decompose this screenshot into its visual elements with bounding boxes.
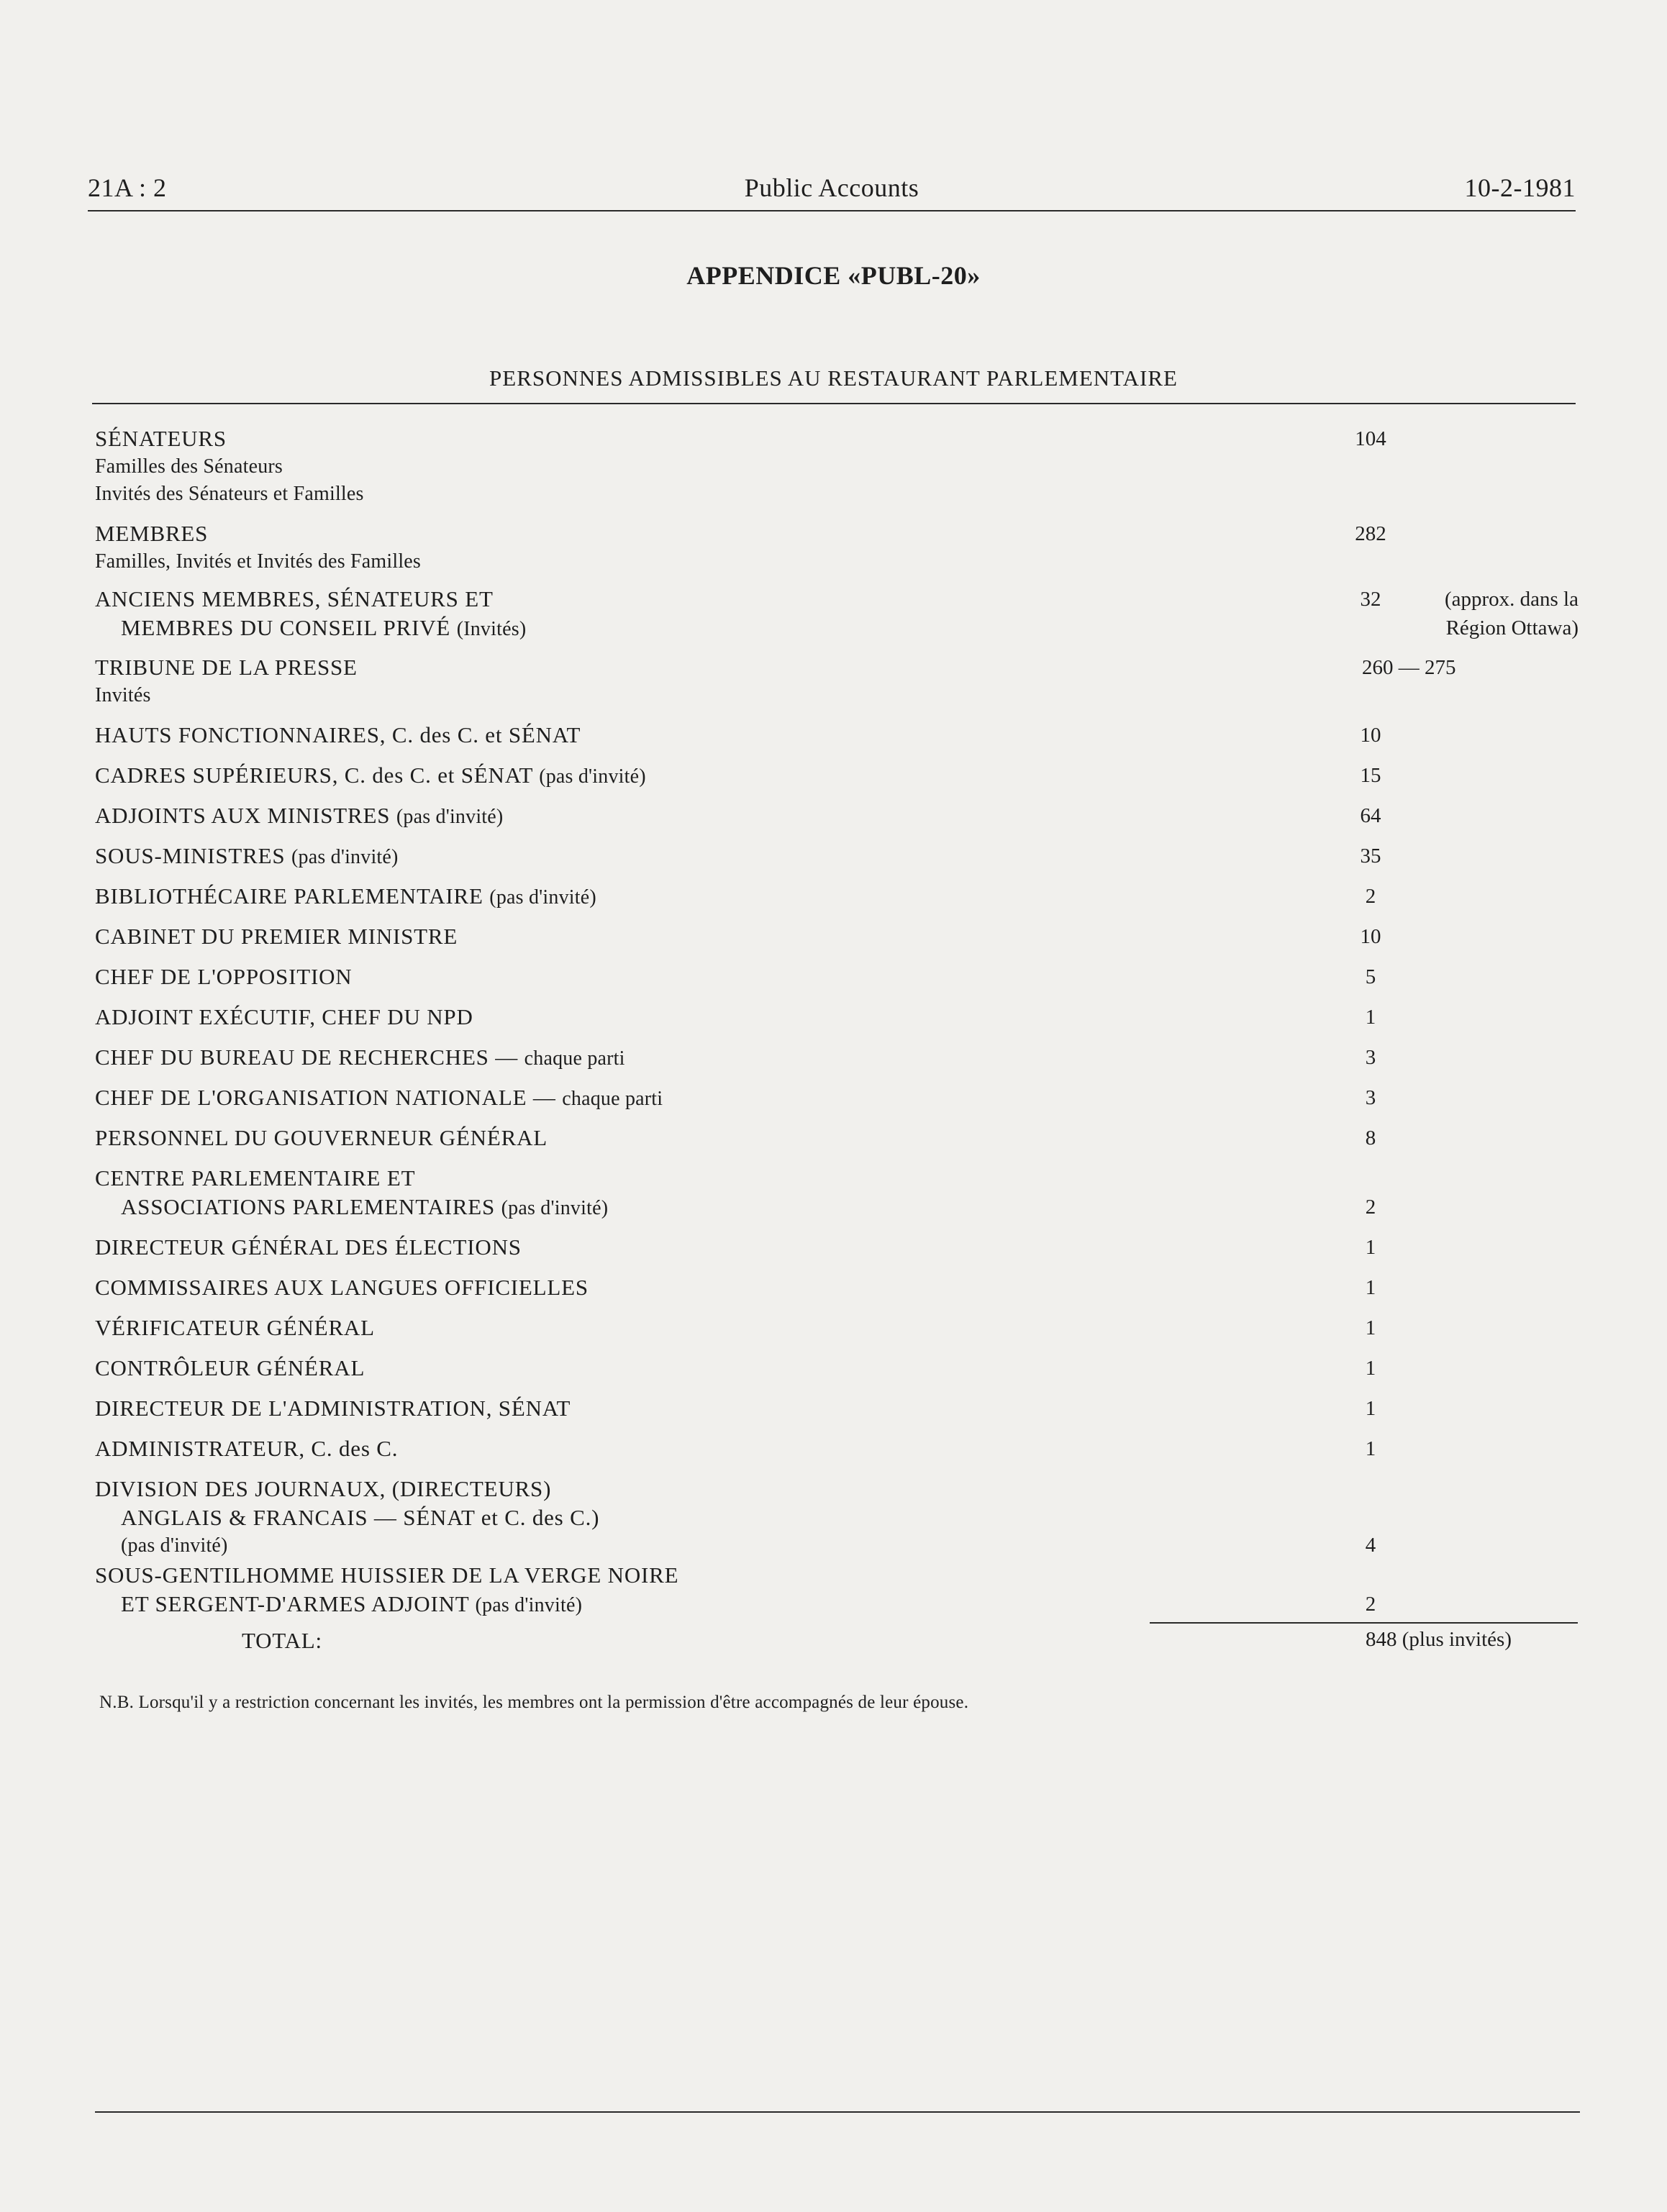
entry-label: ANGLAIS & FRANCAIS — SÉNAT et C. des C.) xyxy=(121,1505,600,1530)
entry-count: 32 xyxy=(1360,588,1381,611)
entry-label: CHEF DE L'OPPOSITION xyxy=(95,964,353,989)
total-rule xyxy=(1150,1622,1578,1624)
page-reference: 21A : 2 xyxy=(88,173,167,202)
entry-label: MEMBRES DU CONSEIL PRIVÉ xyxy=(121,615,451,640)
entry-label: ADJOINT EXÉCUTIF, CHEF DU NPD xyxy=(95,1004,473,1029)
running-header xyxy=(88,173,1576,213)
entry-count: 3 xyxy=(1365,1046,1376,1069)
entry-sub: Familles, Invités et Invités des Familles xyxy=(95,550,422,573)
entry-count: 1 xyxy=(1365,1276,1376,1299)
entry-label: HAUTS FONCTIONNAIRES, C. des C. et SÉNAT xyxy=(95,722,581,747)
entry-count: 2 xyxy=(1365,1593,1376,1616)
entry-count: 4 xyxy=(1365,1534,1376,1557)
entry-label: DIRECTEUR GÉNÉRAL DES ÉLECTIONS xyxy=(95,1234,522,1260)
header-date: 10-2-1981 xyxy=(1464,173,1576,202)
entry-count: 2 xyxy=(1365,1196,1376,1219)
entry-note: (pas d'invité) xyxy=(489,886,596,909)
entry-label: CADRES SUPÉRIEURS, C. des C. et SÉNAT xyxy=(95,763,533,788)
entry-count: 35 xyxy=(1360,845,1381,868)
entry-note: chaque parti xyxy=(524,1047,625,1070)
entry-label: TRIBUNE DE LA PRESSE xyxy=(95,655,358,680)
entry-count: 3 xyxy=(1365,1086,1376,1109)
entry-label: COMMISSAIRES AUX LANGUES OFFICIELLES xyxy=(95,1275,589,1300)
entry-label: ADJOINTS AUX MINISTRES xyxy=(95,803,391,828)
entry-label: VÉRIFICATEUR GÉNÉRAL xyxy=(95,1315,375,1340)
total-label: TOTAL: xyxy=(242,1628,322,1653)
entry-count: 1 xyxy=(1365,1316,1376,1339)
journal-title: Public Accounts xyxy=(744,173,919,202)
footer-rule xyxy=(95,2111,1580,2113)
entry-label: PERSONNEL DU GOUVERNEUR GÉNÉRAL xyxy=(95,1125,548,1150)
entry-count: 5 xyxy=(1365,965,1376,988)
entry-label: CHEF DU BUREAU DE RECHERCHES — xyxy=(95,1044,519,1070)
total-note: (plus invités) xyxy=(1402,1628,1512,1651)
entry-note: (pas d'invité) xyxy=(539,765,646,788)
entry-label: ET SERGENT-D'ARMES ADJOINT xyxy=(121,1591,469,1616)
entry-count: 1 xyxy=(1365,1437,1376,1460)
entry-label: DIVISION DES JOURNAUX, (DIRECTEURS) xyxy=(95,1476,552,1501)
entry-label: MEMBRES xyxy=(95,521,209,546)
entry-count: 15 xyxy=(1360,764,1381,787)
total-number: 848 xyxy=(1366,1628,1397,1651)
entry-label: CHEF DE L'ORGANISATION NATIONALE — xyxy=(95,1085,556,1110)
entry-note: (pas d'invité) xyxy=(396,806,504,828)
entry-label: SOUS-GENTILHOMME HUISSIER DE LA VERGE NOIRE xyxy=(95,1562,679,1588)
entry-note: (pas d'invité) xyxy=(291,846,399,868)
entry-label: ADMINISTRATEUR, C. des C. xyxy=(95,1436,399,1461)
entry-sub: (pas d'invité) xyxy=(121,1534,228,1557)
entry-label: SÉNATEURS xyxy=(95,426,227,451)
entry-count: 1 xyxy=(1365,1357,1376,1380)
entry-count: 104 xyxy=(1355,427,1386,450)
entry-count: 8 xyxy=(1365,1127,1376,1150)
entry-note: (pas d'invité) xyxy=(501,1197,609,1219)
entry-count: 10 xyxy=(1360,925,1381,948)
footnote: N.B. Lorsqu'il y a restriction concernant les invités, les membres ont la permission d'être accompagnés de leur épouse. xyxy=(99,1693,969,1712)
entry-note: (pas d'invité) xyxy=(475,1594,583,1616)
entry-label: ANCIENS MEMBRES, SÉNATEURS ET xyxy=(95,586,494,611)
header-rule xyxy=(88,210,1576,211)
entry-label: BIBLIOTHÉCAIRE PARLEMENTAIRE xyxy=(95,883,483,909)
entry-count: 10 xyxy=(1360,724,1381,747)
entry-sub: Invités des Sénateurs et Familles xyxy=(95,483,364,505)
entry-count: 1 xyxy=(1365,1006,1376,1029)
count-note-line: (approx. dans la xyxy=(1444,588,1579,611)
entry-label: CENTRE PARLEMENTAIRE ET xyxy=(95,1165,416,1191)
entry-label: DIRECTEUR DE L'ADMINISTRATION, SÉNAT xyxy=(95,1396,571,1421)
total-value xyxy=(1366,1628,1512,1652)
entry-label: ASSOCIATIONS PARLEMENTAIRES xyxy=(121,1194,496,1219)
entry-sub: Familles des Sénateurs xyxy=(95,455,283,478)
entry-count: 1 xyxy=(1365,1397,1376,1420)
entry-label: CONTRÔLEUR GÉNÉRAL xyxy=(95,1355,365,1380)
entry-count: 64 xyxy=(1360,804,1381,827)
entry-count: 282 xyxy=(1355,522,1386,545)
entry-label: SOUS-MINISTRES xyxy=(95,843,286,868)
entry-count-note xyxy=(1445,585,1579,642)
entry-note: chaque parti xyxy=(562,1088,663,1110)
count-note-line: Région Ottawa) xyxy=(1445,616,1579,640)
table-subtitle: PERSONNES ADMISSIBLES AU RESTAURANT PARLEMENTAIRE xyxy=(489,365,1178,391)
entry-label: CABINET DU PREMIER MINISTRE xyxy=(95,924,458,949)
subtitle-rule xyxy=(92,403,1576,404)
entry-count: 1 xyxy=(1365,1236,1376,1259)
appendix-title: APPENDICE «PUBL-20» xyxy=(686,261,981,290)
entry-sub: Invités xyxy=(95,684,151,706)
entry-count: 2 xyxy=(1365,885,1376,908)
entry-count: 260 — 275 xyxy=(1362,656,1456,679)
entry-note: (Invités) xyxy=(456,618,527,640)
